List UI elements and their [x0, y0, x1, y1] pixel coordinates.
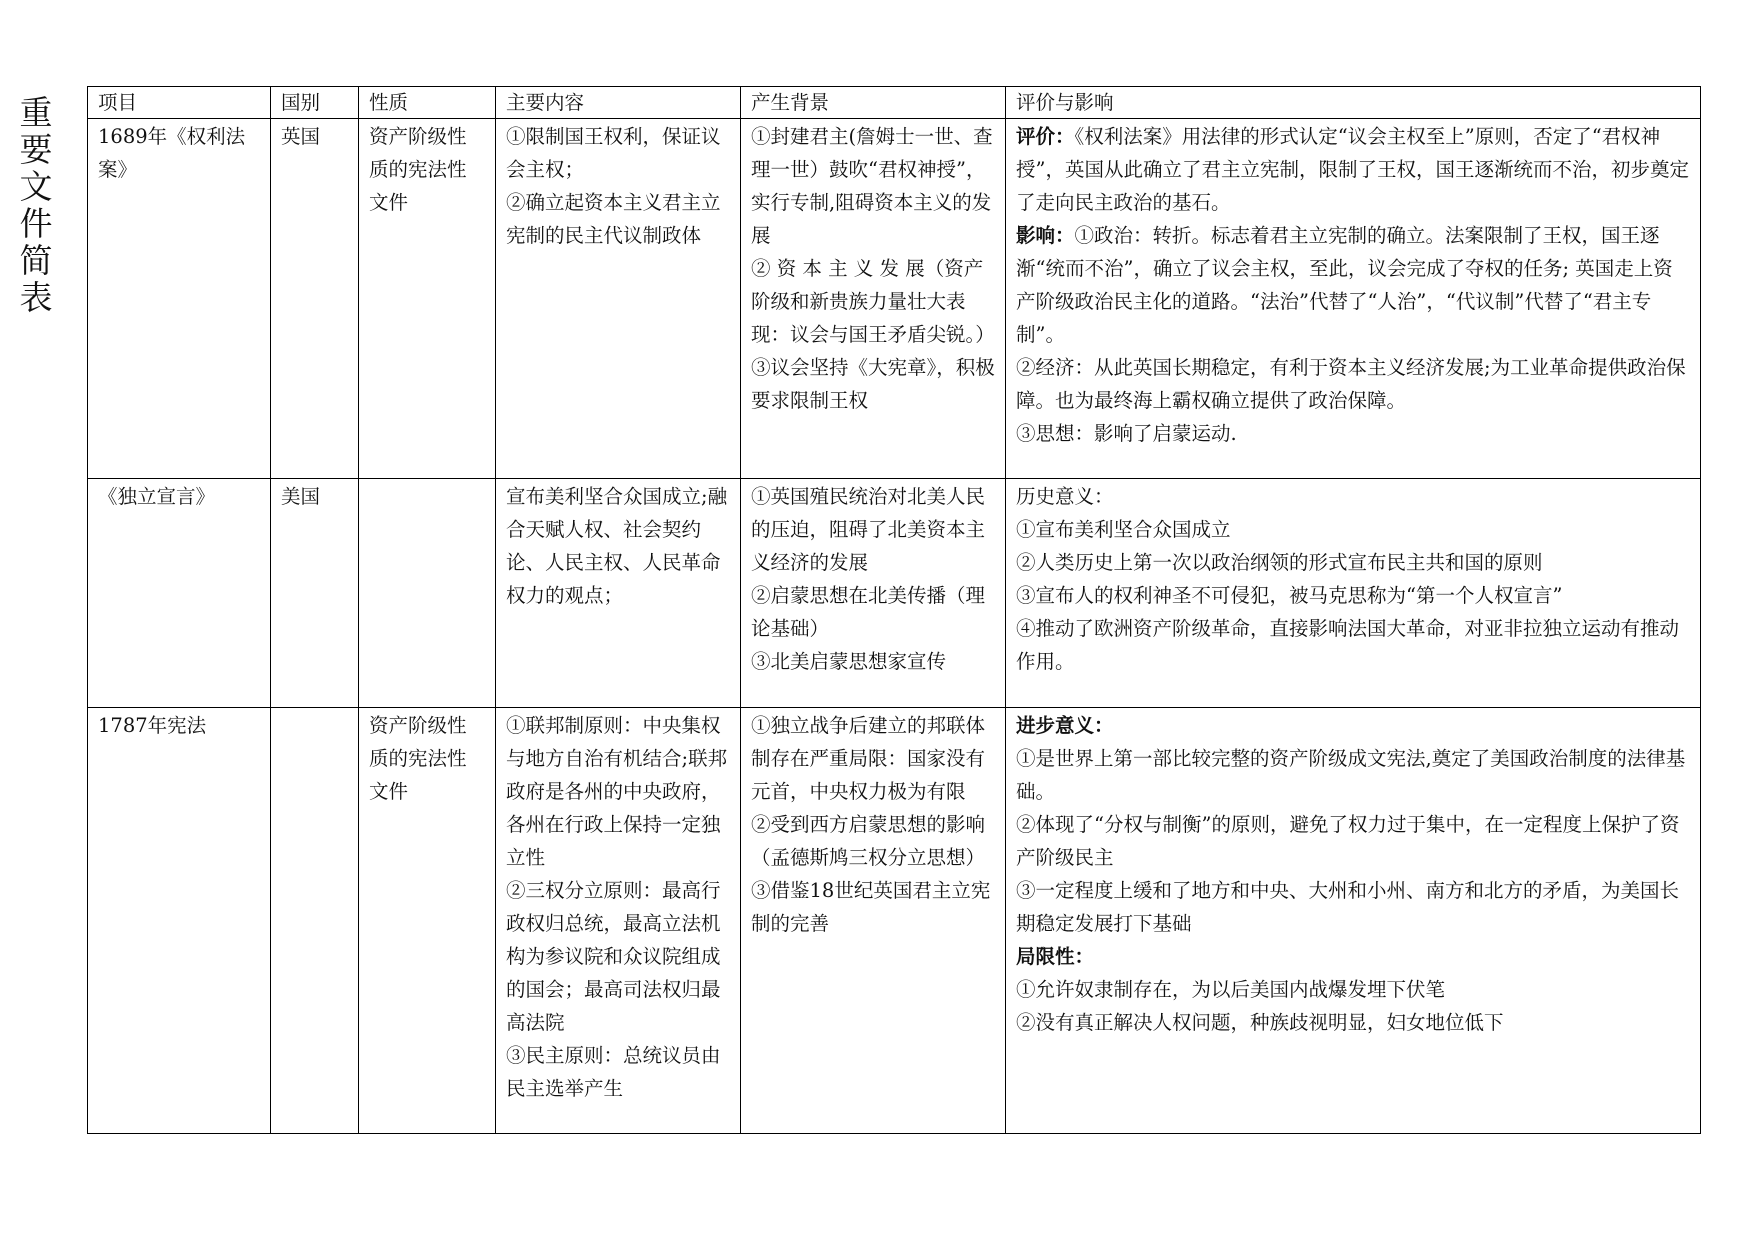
content-item: ②确立起资本主义君主立宪制的民主代议制政体	[506, 191, 721, 247]
content-item: ①限制国王权利，保证议会主权；	[506, 125, 721, 181]
background-item: ③借鉴18世纪英国君主立宪制的完善	[751, 879, 991, 935]
header-content: 主要内容	[496, 87, 741, 119]
title-char: 简	[19, 241, 53, 280]
background-item: ②启蒙思想在北美传播（理论基础）	[751, 584, 986, 640]
evaluation-item: ③一定程度上缓和了地方和中央、大州和小州、南方和北方的矛盾，为美国长期稳定发展打下基础	[1016, 879, 1680, 935]
cell-country: 英国	[271, 119, 359, 479]
table-header-row	[88, 87, 1701, 119]
cell-evaluation	[1006, 479, 1701, 708]
evaluation-item: ②没有真正解决人权问题，种族歧视明显，妇女地位低下	[1016, 1011, 1504, 1034]
evaluation-item: ④推动了欧洲资产阶级革命，直接影响法国大革命，对亚非拉独立运动有推动作用。	[1016, 617, 1680, 673]
evaluation-item	[1016, 351, 1690, 417]
title-char: 表	[19, 278, 53, 317]
cell-background	[741, 119, 1006, 479]
cell-content	[496, 708, 741, 1134]
background-item: ③北美启蒙思想家宣传	[751, 650, 947, 673]
evaluation-text: 《权利法案》用法律的形式认定“议会主权至上”原则，否定了“君权神授”，英国从此确立了君主立宪制，限制了王权，国王逐渐统而不治，初步奠定了走向民主政治的基石。	[1016, 125, 1689, 214]
documents-table	[87, 86, 1701, 1134]
evaluation-text: ①政治：转折。标志着君主立宪制的确立。法案限制了王权，国王逐渐“统而不治”，确立了议会主权，至此，议会完成了夺权的任务; 英国走上资产阶级政治民主化的道路。“法治”代替了“人治”，“代议制”代替了“君主专制”。	[1016, 224, 1673, 346]
cell-evaluation	[1006, 708, 1701, 1134]
evaluation-item: ②人类历史上第一次以政治纲领的形式宣布民主共和国的原则	[1016, 551, 1543, 574]
cell-nature	[359, 479, 496, 708]
evaluation-item	[1016, 417, 1690, 450]
evaluation-heading: 局限性：	[1016, 945, 1095, 968]
evaluation-text: ③思想：影响了启蒙运动.	[1016, 422, 1237, 445]
table-row	[88, 119, 1701, 479]
cell-country: 美国	[271, 479, 359, 708]
evaluation-item: ①允许奴隶制存在，为以后美国内战爆发埋下伏笔	[1016, 978, 1446, 1001]
content-item: 宣布美利坚合众国成立;融合天赋人权、社会契约论、人民主权、人民革命权力的观点；	[506, 485, 728, 607]
cell-background	[741, 708, 1006, 1134]
evaluation-item: ①是世界上第一部比较完整的资产阶级成文宪法,奠定了美国政治制度的法律基础。	[1016, 747, 1686, 803]
title-char: 件	[19, 204, 53, 243]
cell-project: 《独立宣言》	[88, 479, 271, 708]
cell-country	[271, 708, 359, 1134]
cell-project: 1689年《权利法案》	[88, 119, 271, 479]
background-item: ①英国殖民统治对北美人民的压迫，阻碍了北美资本主义经济的发展	[751, 485, 986, 574]
evaluation-text: ②经济：从此英国长期稳定，有利于资本主义经济发展;为工业革命提供政治保障。也为最终海上霸权确立提供了政治保障。	[1016, 356, 1686, 412]
evaluation-lead: 评价：	[1016, 125, 1075, 148]
cell-project: 1787年宪法	[88, 708, 271, 1134]
document-title	[14, 94, 58, 316]
evaluation-item	[1016, 120, 1690, 219]
header-nature: 性质	[359, 87, 496, 119]
evaluation-item	[1016, 219, 1690, 351]
cell-content	[496, 119, 741, 479]
background-item: ①独立战争后建立的邦联体制存在严重局限：国家没有元首，中央权力极为有限	[751, 714, 986, 803]
evaluation-item: ①宣布美利坚合众国成立	[1016, 518, 1231, 541]
cell-background	[741, 479, 1006, 708]
title-char: 重	[19, 93, 53, 132]
evaluation-item: ②体现了“分权与制衡”的原则，避免了权力过于集中，在一定程度上保护了资产阶级民主	[1016, 813, 1680, 869]
background-item: ③议会坚持《大宪章》，积极要求限制王权	[751, 356, 995, 412]
table-row	[88, 708, 1701, 1134]
header-project: 项目	[88, 87, 271, 119]
background-item: ②受到西方启蒙思想的影响（孟德斯鸠三权分立思想）	[751, 813, 986, 869]
evaluation-lead: 影响：	[1016, 224, 1075, 247]
header-evaluation: 评价与影响	[1006, 87, 1701, 119]
content-item: ②三权分立原则：最高行政权归总统，最高立法机构为参议院和众议院组成的国会；最高司法权归最高法院	[506, 879, 721, 1034]
title-char: 文	[19, 167, 53, 206]
header-country: 国别	[271, 87, 359, 119]
content-item: ①联邦制原则：中央集权与地方自治有机结合;联邦政府是各州的中央政府，各州在行政上保持一定独立性	[506, 714, 728, 869]
cell-nature: 资产阶级性质的宪法性文件	[359, 708, 496, 1134]
evaluation-item: 历史意义：	[1016, 485, 1114, 508]
content-item: ③民主原则：总统议员由民主选举产生	[506, 1044, 721, 1100]
title-char: 要	[19, 130, 53, 169]
header-background: 产生背景	[741, 87, 1006, 119]
evaluation-item: ③宣布人的权利神圣不可侵犯，被马克思称为“第一个人权宣言”	[1016, 584, 1563, 607]
background-item: ①封建君主(詹姆士一世、查理一世）鼓吹“君权神授”，实行专制,阻碍资本主义的发展	[751, 125, 993, 247]
cell-nature: 资产阶级性质的宪法性文件	[359, 119, 496, 479]
evaluation-heading: 进步意义：	[1016, 714, 1114, 737]
cell-evaluation	[1006, 119, 1701, 479]
table-row	[88, 479, 1701, 708]
background-item: ② 资 本 主 义 发 展（资产阶级和新贵族力量壮大表现：议会与国王矛盾尖锐。）	[751, 257, 995, 346]
cell-content	[496, 479, 741, 708]
